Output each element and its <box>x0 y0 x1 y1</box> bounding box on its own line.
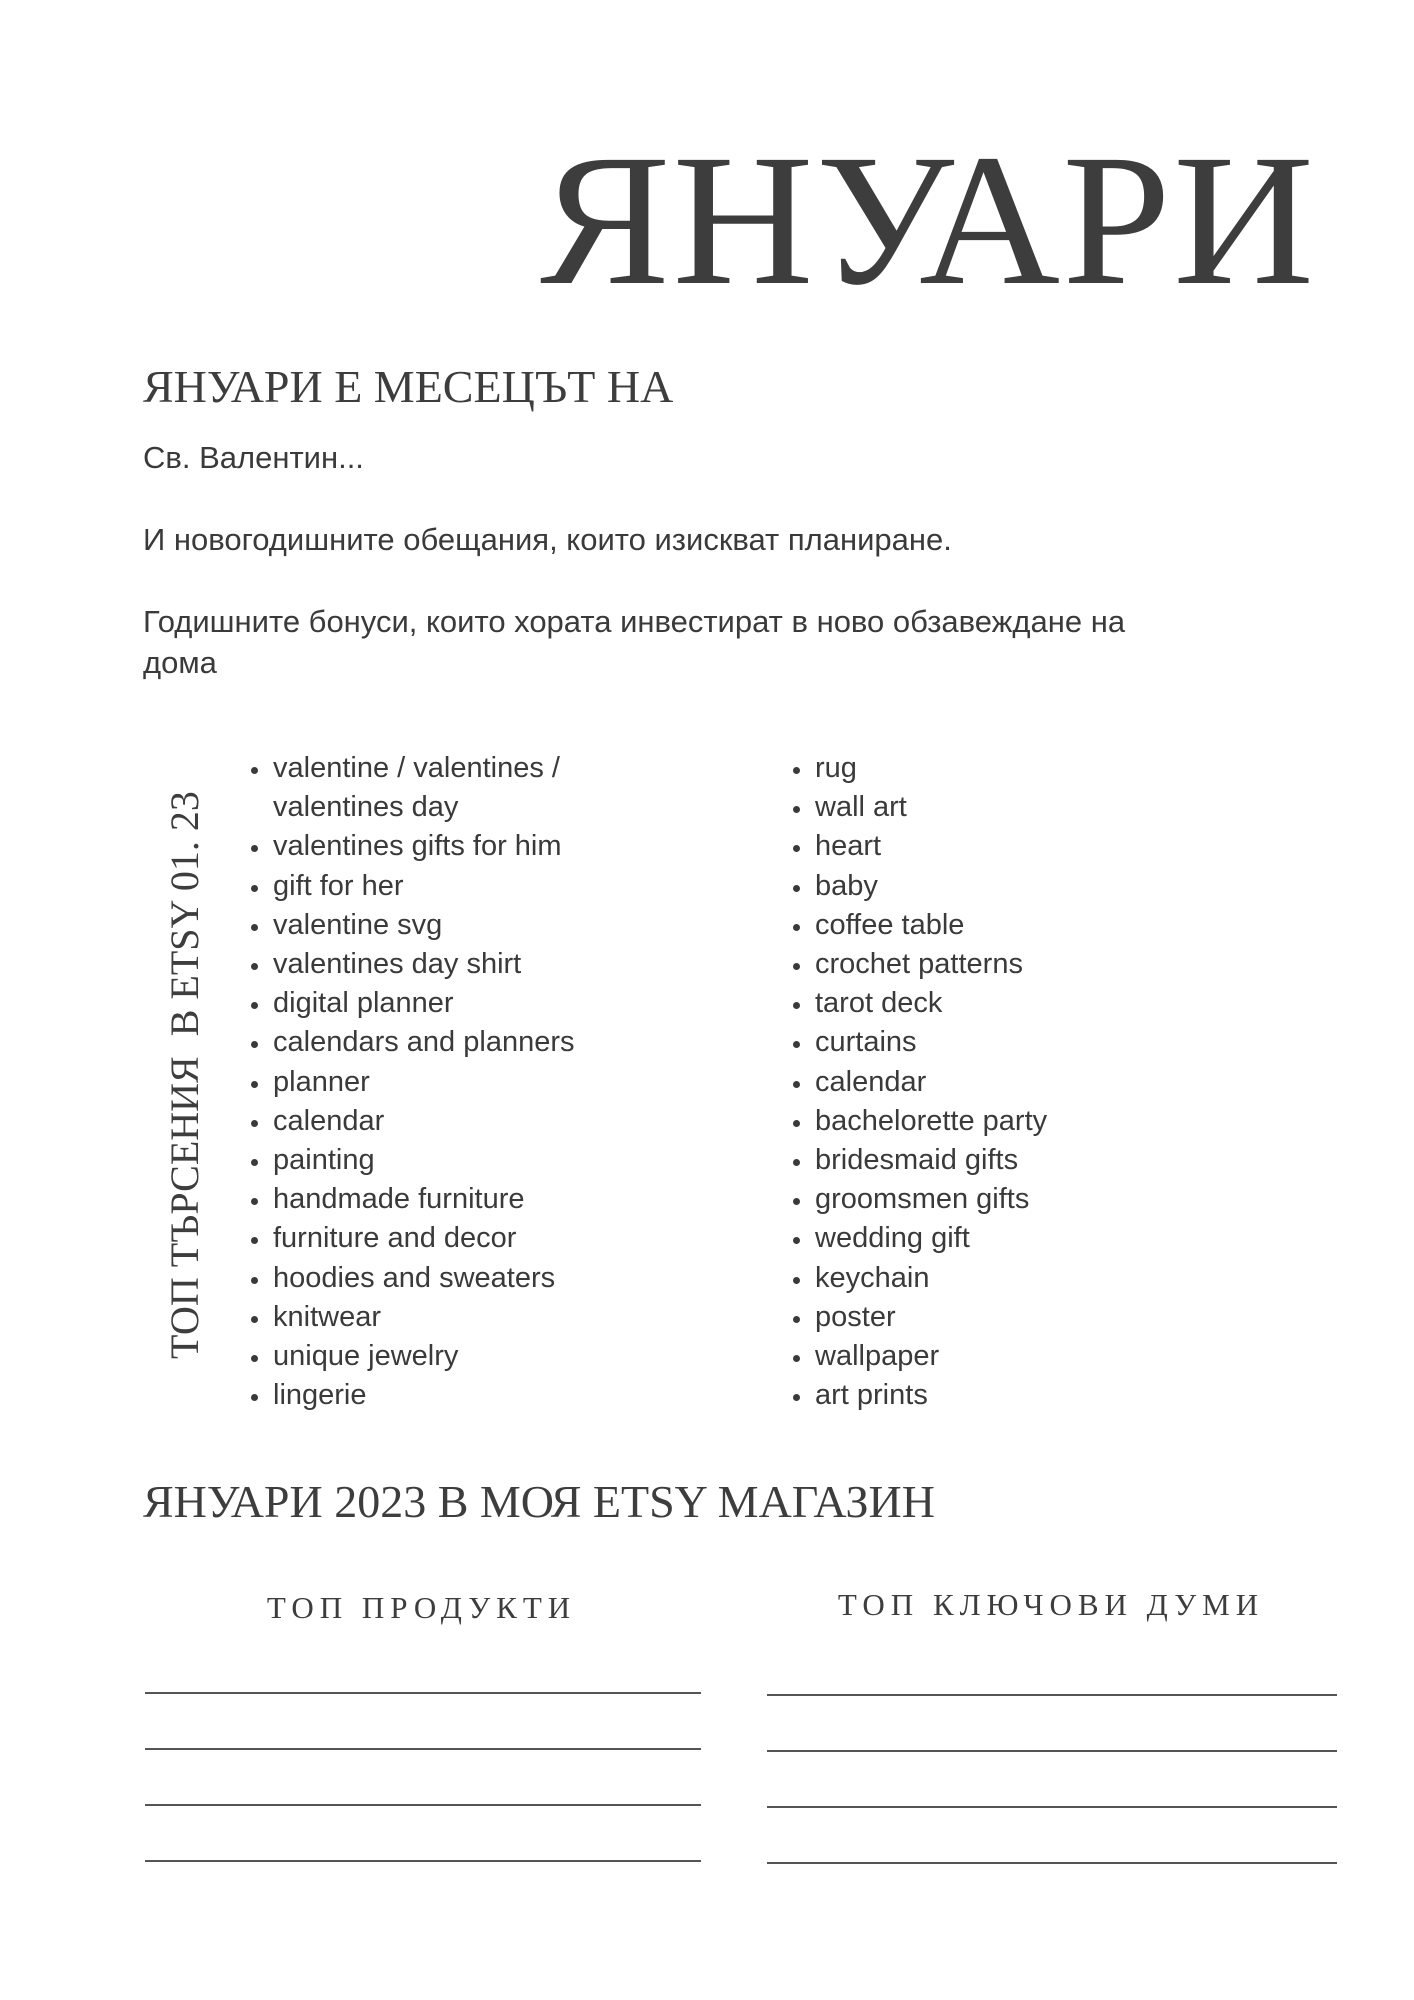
intro-line-resolutions: И новогодишните обещания, които изискват планиране. <box>143 522 952 557</box>
list-item: • painting <box>271 1141 691 1180</box>
list-item: • valentine / valentines / valentines day <box>271 749 691 827</box>
list-item: • heart <box>813 827 1233 866</box>
list-item: • calendars and planners <box>271 1023 691 1062</box>
list-item: • valentines day shirt <box>271 945 691 984</box>
list-item: • groomsmen gifts <box>813 1180 1233 1219</box>
list-item: • unique jewelry <box>271 1337 691 1376</box>
list-item: • planner <box>271 1063 691 1102</box>
list-item: • valentines gifts for him <box>271 827 691 866</box>
list-item: • wedding gift <box>813 1219 1233 1258</box>
list-item: • bridesmaid gifts <box>813 1141 1233 1180</box>
list-item: • calendar <box>271 1102 691 1141</box>
list-item: • art prints <box>813 1376 1233 1415</box>
top-products-label: ТОП ПРОДУКТИ <box>266 1590 577 1625</box>
list-item: • wallpaper <box>813 1337 1233 1376</box>
list-item: • baby <box>813 867 1233 906</box>
intro-text <box>143 437 1143 683</box>
list-item: • rug <box>813 749 1233 788</box>
keyword-list-right <box>785 749 1233 1415</box>
list-item: • handmade furniture <box>271 1180 691 1219</box>
keywords-write-line[interactable] <box>767 1694 1337 1696</box>
intro-line-bonuses: Годишните бонуси, които хората инвестират в ново обзавеждане на дома <box>143 604 1126 680</box>
products-write-line[interactable] <box>145 1748 701 1750</box>
keywords-write-line[interactable] <box>767 1750 1337 1752</box>
list-item: • gift for her <box>271 867 691 906</box>
month-heading: ЯНУАРИ Е МЕСЕЦЪТ НА <box>143 361 674 412</box>
intro-line-valentine: Св. Валентин... <box>143 440 364 475</box>
products-write-line[interactable] <box>145 1804 701 1806</box>
keyword-list-left <box>243 749 691 1415</box>
store-heading: ЯНУАРИ 2023 В МОЯ ETSY МАГАЗИН <box>143 1476 935 1527</box>
list-item: • wall art <box>813 788 1233 827</box>
list-item: • knitwear <box>271 1298 691 1337</box>
list-item: • coffee table <box>813 906 1233 945</box>
list-item: • curtains <box>813 1023 1233 1062</box>
list-item: • furniture and decor <box>271 1219 691 1258</box>
list-item: • keychain <box>813 1259 1233 1298</box>
list-item: • lingerie <box>271 1376 691 1415</box>
page-title: ЯНУАРИ <box>540 115 1317 324</box>
top-searches-side-label: ТОП ТЪРСЕНИЯ В ETSY 01. 23 <box>162 791 207 1359</box>
keywords-write-line[interactable] <box>767 1806 1337 1808</box>
list-item: • bachelorette party <box>813 1102 1233 1141</box>
products-write-line[interactable] <box>145 1860 701 1862</box>
list-item: • poster <box>813 1298 1233 1337</box>
list-item: • valentine svg <box>271 906 691 945</box>
top-keywords-label: ТОП КЛЮЧОВИ ДУМИ <box>837 1587 1265 1622</box>
keywords-write-line[interactable] <box>767 1862 1337 1864</box>
list-item: • digital planner <box>271 984 691 1023</box>
list-item: • crochet patterns <box>813 945 1233 984</box>
list-item: • tarot deck <box>813 984 1233 1023</box>
list-item: • calendar <box>813 1063 1233 1102</box>
products-write-line[interactable] <box>145 1692 701 1694</box>
list-item: • hoodies and sweaters <box>271 1259 691 1298</box>
